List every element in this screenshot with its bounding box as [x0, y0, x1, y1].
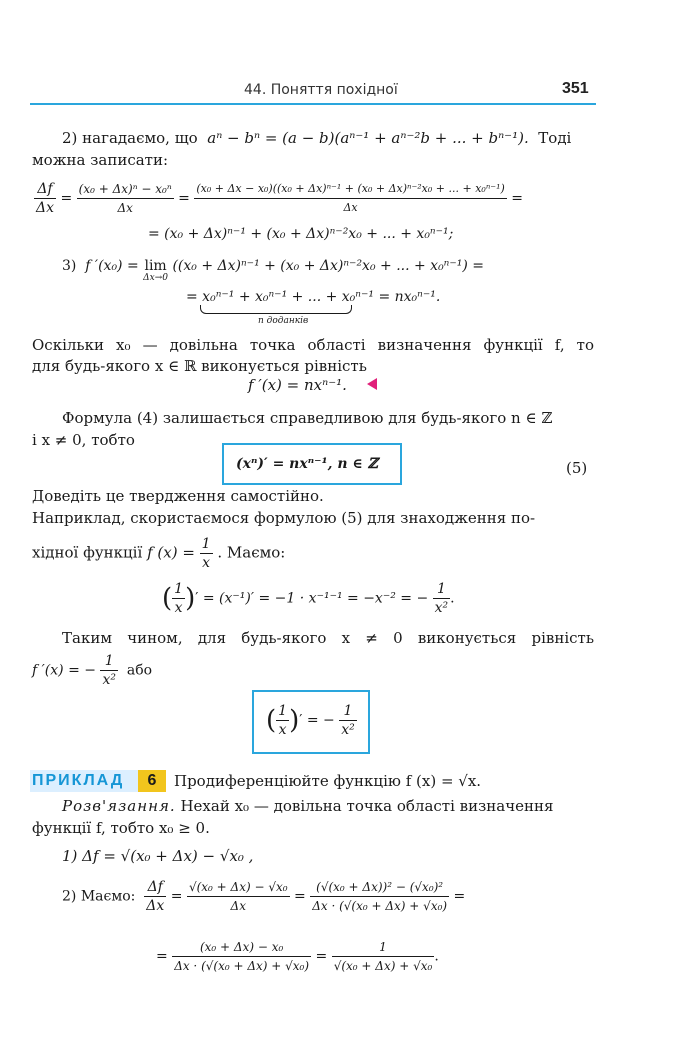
para3-frac-num: 1 [201, 536, 211, 552]
derivative-box-formula: ( $\frac{1}{x}$ )′ = − $\frac{1}{\text{x²}}$ [266, 703, 355, 738]
s2-a-num: Δf [144, 878, 166, 897]
para2-line1: Формула (4) залишається справедливою для будь-якого n ∈ ℤ [62, 409, 553, 427]
step3-lim-sub: Δx→0 [143, 273, 169, 283]
step2-then: Тоді [538, 129, 572, 147]
solution-step1: 1) Δf = √(x₀ + Δx) − √x₀ , [62, 847, 254, 865]
para2-line2: і x ≠ 0, тобто [32, 431, 135, 449]
s3-r-num: 1 [332, 938, 435, 957]
para1-line2: для будь-якого x ∈ ℝ виконується рівність [32, 357, 367, 375]
s3-num: (x₀ + Δx) − x₀ [172, 938, 311, 957]
box-lhs-num: 1 [278, 703, 288, 719]
solution-line1 [62, 796, 553, 816]
eq1-rhs-num: (x₀ + Δx − x₀)((x₀ + Δx)ⁿ⁻¹ + (x₀ + Δx)ⁿ⁻²x₀ + ... + x₀ⁿ⁻¹) [194, 180, 506, 199]
eq1-lhs-num: Δf [34, 180, 56, 199]
derivative-box [252, 690, 370, 754]
underbrace-label: n доданків [258, 316, 309, 326]
eq1-lhs-den: Δx [36, 200, 55, 216]
para4-f: f ′(x) = − [32, 662, 96, 679]
box-lhs-den: x [278, 722, 287, 738]
s2-b-num: √(x₀ + Δx) − √x₀ [187, 878, 290, 897]
s2-b-den: Δx [230, 899, 246, 913]
solution-text: Нехай x₀ — довільна точка області визначення [180, 797, 554, 815]
example-number: 6 [138, 770, 166, 792]
step3-sum-terms: = x₀ⁿ⁻¹ + x₀ⁿ⁻¹ + ... + x₀ⁿ⁻¹ [186, 289, 374, 305]
para4-line1: Таким чином, для будь-якого x ≠ 0 виконується рівність [62, 629, 594, 647]
step3-label: 3) [62, 258, 77, 274]
eq1-mid-num: (x₀ + Δx)ⁿ − x₀ⁿ [77, 180, 174, 199]
running-header: 44. Поняття похідної [244, 82, 398, 98]
para4-den: x² [102, 672, 116, 688]
step2-equation-2: = (x₀ + Δx)ⁿ⁻¹ + (x₀ + Δx)ⁿ⁻²x₀ + ... + x₀ⁿ⁻¹; [148, 226, 454, 242]
end-of-proof-marker [367, 378, 377, 390]
para4-or: або [126, 662, 153, 679]
para3-eq-lhs-num: 1 [174, 581, 184, 597]
step2-line2: можна записати: [32, 151, 169, 169]
underbrace [200, 305, 352, 314]
step3-lim: lim [144, 258, 167, 274]
box-rhs: = − [306, 712, 335, 729]
para3-f: f (x) = [147, 543, 195, 562]
para3-eq-mid: = (x⁻¹)′ = −1 · x⁻¹⁻¹ = −x⁻² = − [202, 590, 429, 607]
s3-r-den: √(x₀ + Δx) + √x₀ [333, 959, 433, 973]
step3-lhs: f ′(x₀) = [85, 258, 139, 274]
box-rhs-den: x² [341, 722, 355, 738]
para3-eq-rhs-num: 1 [433, 580, 451, 599]
step2-maemo: 2) Маємо: [62, 888, 136, 905]
para3-frac-den: x [202, 555, 211, 571]
para3-line1: Доведіть це твердження самостійно. [32, 487, 324, 505]
solution-step2: 2) Маємо: $\frac{\Delta f}{\Delta x}$ = $\frac{\text{√(x₀ + Δx) − √x₀}}{\Delta x}$ = $\frac{\text{(√(x₀ + Δx))² − (√x₀)²}}{\text{Δx · (√(x₀ + Δx) + √x₀)}}$ = [62, 879, 466, 914]
para1-line1: Оскільки x₀ — довільна точка області визначення функції f, то [32, 336, 594, 354]
para3-equation: ( $\frac{1}{x}$ )′ = (x⁻¹)′ = −1 · x⁻¹⁻¹ = −x⁻² = − $\frac{1}{\text{x²}}$ . [162, 581, 455, 616]
eq1-rhs-den: Δx [343, 201, 358, 214]
page-number: 351 [562, 80, 589, 97]
para3-eq-rhs-den: x² [434, 600, 449, 616]
solution-step3: = $\frac{\text{(x₀ + Δx) − x₀}}{\text{Δx · (√(x₀ + Δx) + √x₀)}}$ = $\frac{1}{\text{√(x₀ + Δx) + √x₀}}$ . [156, 940, 439, 973]
step2-formula: aⁿ − bⁿ = (a − b)(aⁿ⁻¹ + aⁿ⁻²b + ... + bⁿ⁻¹). [207, 129, 529, 147]
s2-c-num: (√(x₀ + Δx))² − (√x₀)² [310, 878, 449, 897]
example-task: Продиференціюйте функцію f (x) = √x. [174, 772, 482, 790]
step3-result: = nx₀ⁿ⁻¹. [378, 289, 441, 305]
para3-line2: Наприклад, скористаємося формулою (5) для знаходження по- [32, 509, 536, 527]
formula5-number: (5) [566, 459, 588, 477]
para3-eq-lhs-den: x [174, 600, 183, 616]
step3-equation [62, 258, 484, 282]
formula5: (xⁿ)′ = nxⁿ⁻¹, n ∈ ℤ [236, 456, 378, 472]
step2-text [62, 128, 571, 148]
s2-a-den: Δx [146, 898, 165, 914]
s2-c-den: Δx · (√(x₀ + Δx) + √x₀) [312, 899, 448, 913]
box-rhs-num: 1 [339, 702, 357, 721]
para1-formula: f ′(x) = nxⁿ⁻¹. [248, 376, 347, 394]
eq1-mid-den: Δx [117, 201, 133, 215]
solution-line2: функції f, тобто x₀ ≥ 0. [32, 819, 210, 837]
para4-num: 1 [100, 652, 118, 671]
step2-intro: 2) нагадаємо, що [62, 129, 198, 147]
step3-sum [186, 289, 440, 305]
para4-formula [32, 652, 152, 689]
solution-label: Розв'язання. [62, 797, 176, 815]
s3-den: Δx · (√(x₀ + Δx) + √x₀) [174, 959, 310, 973]
step2-equation-1: $\frac{\Delta f}{\Delta x}$ = $\frac{\text{(x₀ + Δx)ⁿ − x₀ⁿ}}{\Delta x}$ = $\frac{\text{(x₀ + Δx − x₀)((x₀ + Δx)ⁿ⁻¹ + (x₀ + Δx)ⁿ⁻²x₀ + ... + x₀ⁿ⁻¹)}}{\Delta x}$ = [36, 181, 523, 216]
para3-line3 [32, 535, 285, 572]
step3-expr: ((x₀ + Δx)ⁿ⁻¹ + (x₀ + Δx)ⁿ⁻²x₀ + ... + x₀ⁿ⁻¹) = [172, 258, 484, 274]
para3-line3-end: . Маємо: [217, 543, 286, 562]
formula5-box [222, 443, 402, 485]
header-rule [30, 103, 596, 105]
para3-line3-text: хідної функції [32, 543, 143, 562]
example-label: ПРИКЛАД [30, 770, 162, 792]
